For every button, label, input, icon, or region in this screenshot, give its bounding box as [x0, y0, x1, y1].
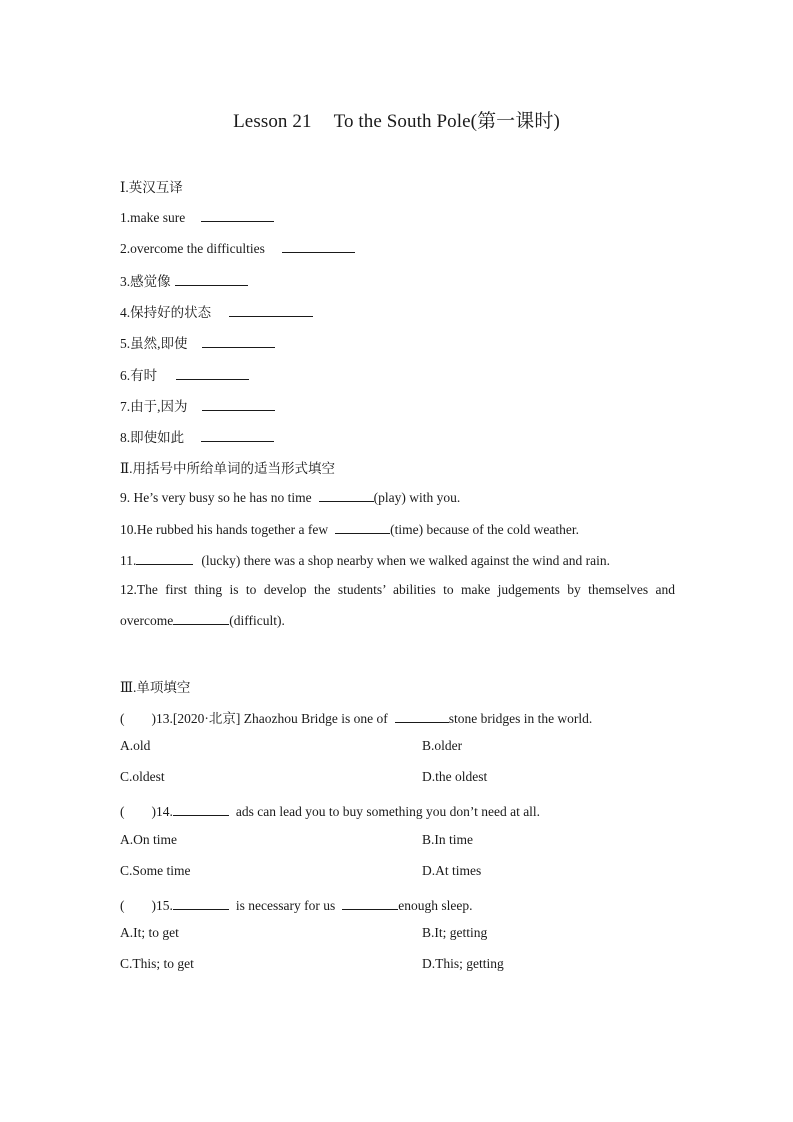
section-1-heading: Ⅰ.英汉互译 [120, 180, 183, 195]
option-b[interactable]: B.It; getting [422, 925, 488, 940]
section-3-heading: Ⅲ.单项填空 [120, 680, 191, 695]
page-title [0, 106, 793, 133]
answer-blank[interactable] [342, 896, 398, 910]
question-14: ( )14. ads can lead you to buy something you don’t need at all. [120, 804, 541, 819]
answer-blank[interactable] [395, 709, 449, 723]
question-5: 5.虽然,即使 [120, 332, 275, 352]
answer-blank[interactable] [173, 611, 229, 625]
option-d[interactable]: D.This; getting [422, 956, 504, 971]
answer-paren[interactable]: ( ) [120, 804, 156, 819]
answer-blank[interactable] [176, 366, 249, 380]
question-3: 3.感觉像 [120, 270, 248, 290]
answer-blank[interactable] [136, 551, 193, 565]
lesson-number: Lesson 21 [233, 111, 312, 132]
answer-paren[interactable]: ( ) [120, 898, 156, 913]
answer-blank[interactable] [229, 303, 313, 317]
option-a[interactable]: A.It; to get [120, 925, 179, 940]
option-c[interactable]: C.Some time [120, 863, 191, 878]
question-13: ( )13.[2020·北京] Zhaozhou Bridge is one of stone bridges in the world. [120, 711, 593, 726]
lesson-subtitle: To the South Pole(第一课时) [333, 111, 560, 132]
option-b[interactable]: B.In time [422, 832, 473, 847]
option-a[interactable]: A.old [120, 738, 151, 753]
answer-blank[interactable] [319, 488, 374, 502]
question-9: 9. He’s very busy so he has no time (play) with you. [120, 490, 461, 505]
answer-blank[interactable] [202, 397, 275, 411]
answer-blank[interactable] [202, 334, 275, 348]
answer-blank[interactable] [282, 239, 355, 253]
question-15: ( )15. is necessary for us enough sleep. [120, 898, 473, 913]
option-d[interactable]: D.At times [422, 863, 482, 878]
option-a[interactable]: A.On time [120, 832, 177, 847]
question-11: 11. (lucky) there was a shop nearby when we walked against the wind and rain. [120, 553, 610, 568]
option-d[interactable]: D.the oldest [422, 769, 488, 784]
answer-blank[interactable] [173, 802, 229, 816]
option-c[interactable]: C.oldest [120, 769, 165, 784]
answer-blank[interactable] [335, 520, 390, 534]
answer-blank[interactable] [175, 272, 248, 286]
question-6: 6.有时 [120, 364, 249, 384]
option-c[interactable]: C.This; to get [120, 956, 194, 971]
question-7: 7.由于,因为 [120, 395, 275, 415]
answer-blank[interactable] [201, 208, 274, 222]
question-8: 8.即使如此 [120, 426, 274, 446]
question-4: 4.保持好的状态 [120, 301, 313, 321]
question-2: 2.overcome the difficulties [120, 239, 355, 257]
question-1: 1.make sure [120, 208, 274, 226]
answer-paren[interactable]: ( ) [120, 711, 156, 726]
option-b[interactable]: B.older [422, 738, 463, 753]
question-10: 10.He rubbed his hands together a few (time) because of the cold weather. [120, 522, 579, 537]
answer-blank[interactable] [201, 428, 274, 442]
answer-blank[interactable] [173, 896, 229, 910]
section-2-heading: Ⅱ.用括号中所给单词的适当形式填空 [120, 461, 336, 476]
question-12: 12.The first thing is to develop the students’ abilities to make judgements by themselves and overcome (difficult). [120, 582, 675, 628]
